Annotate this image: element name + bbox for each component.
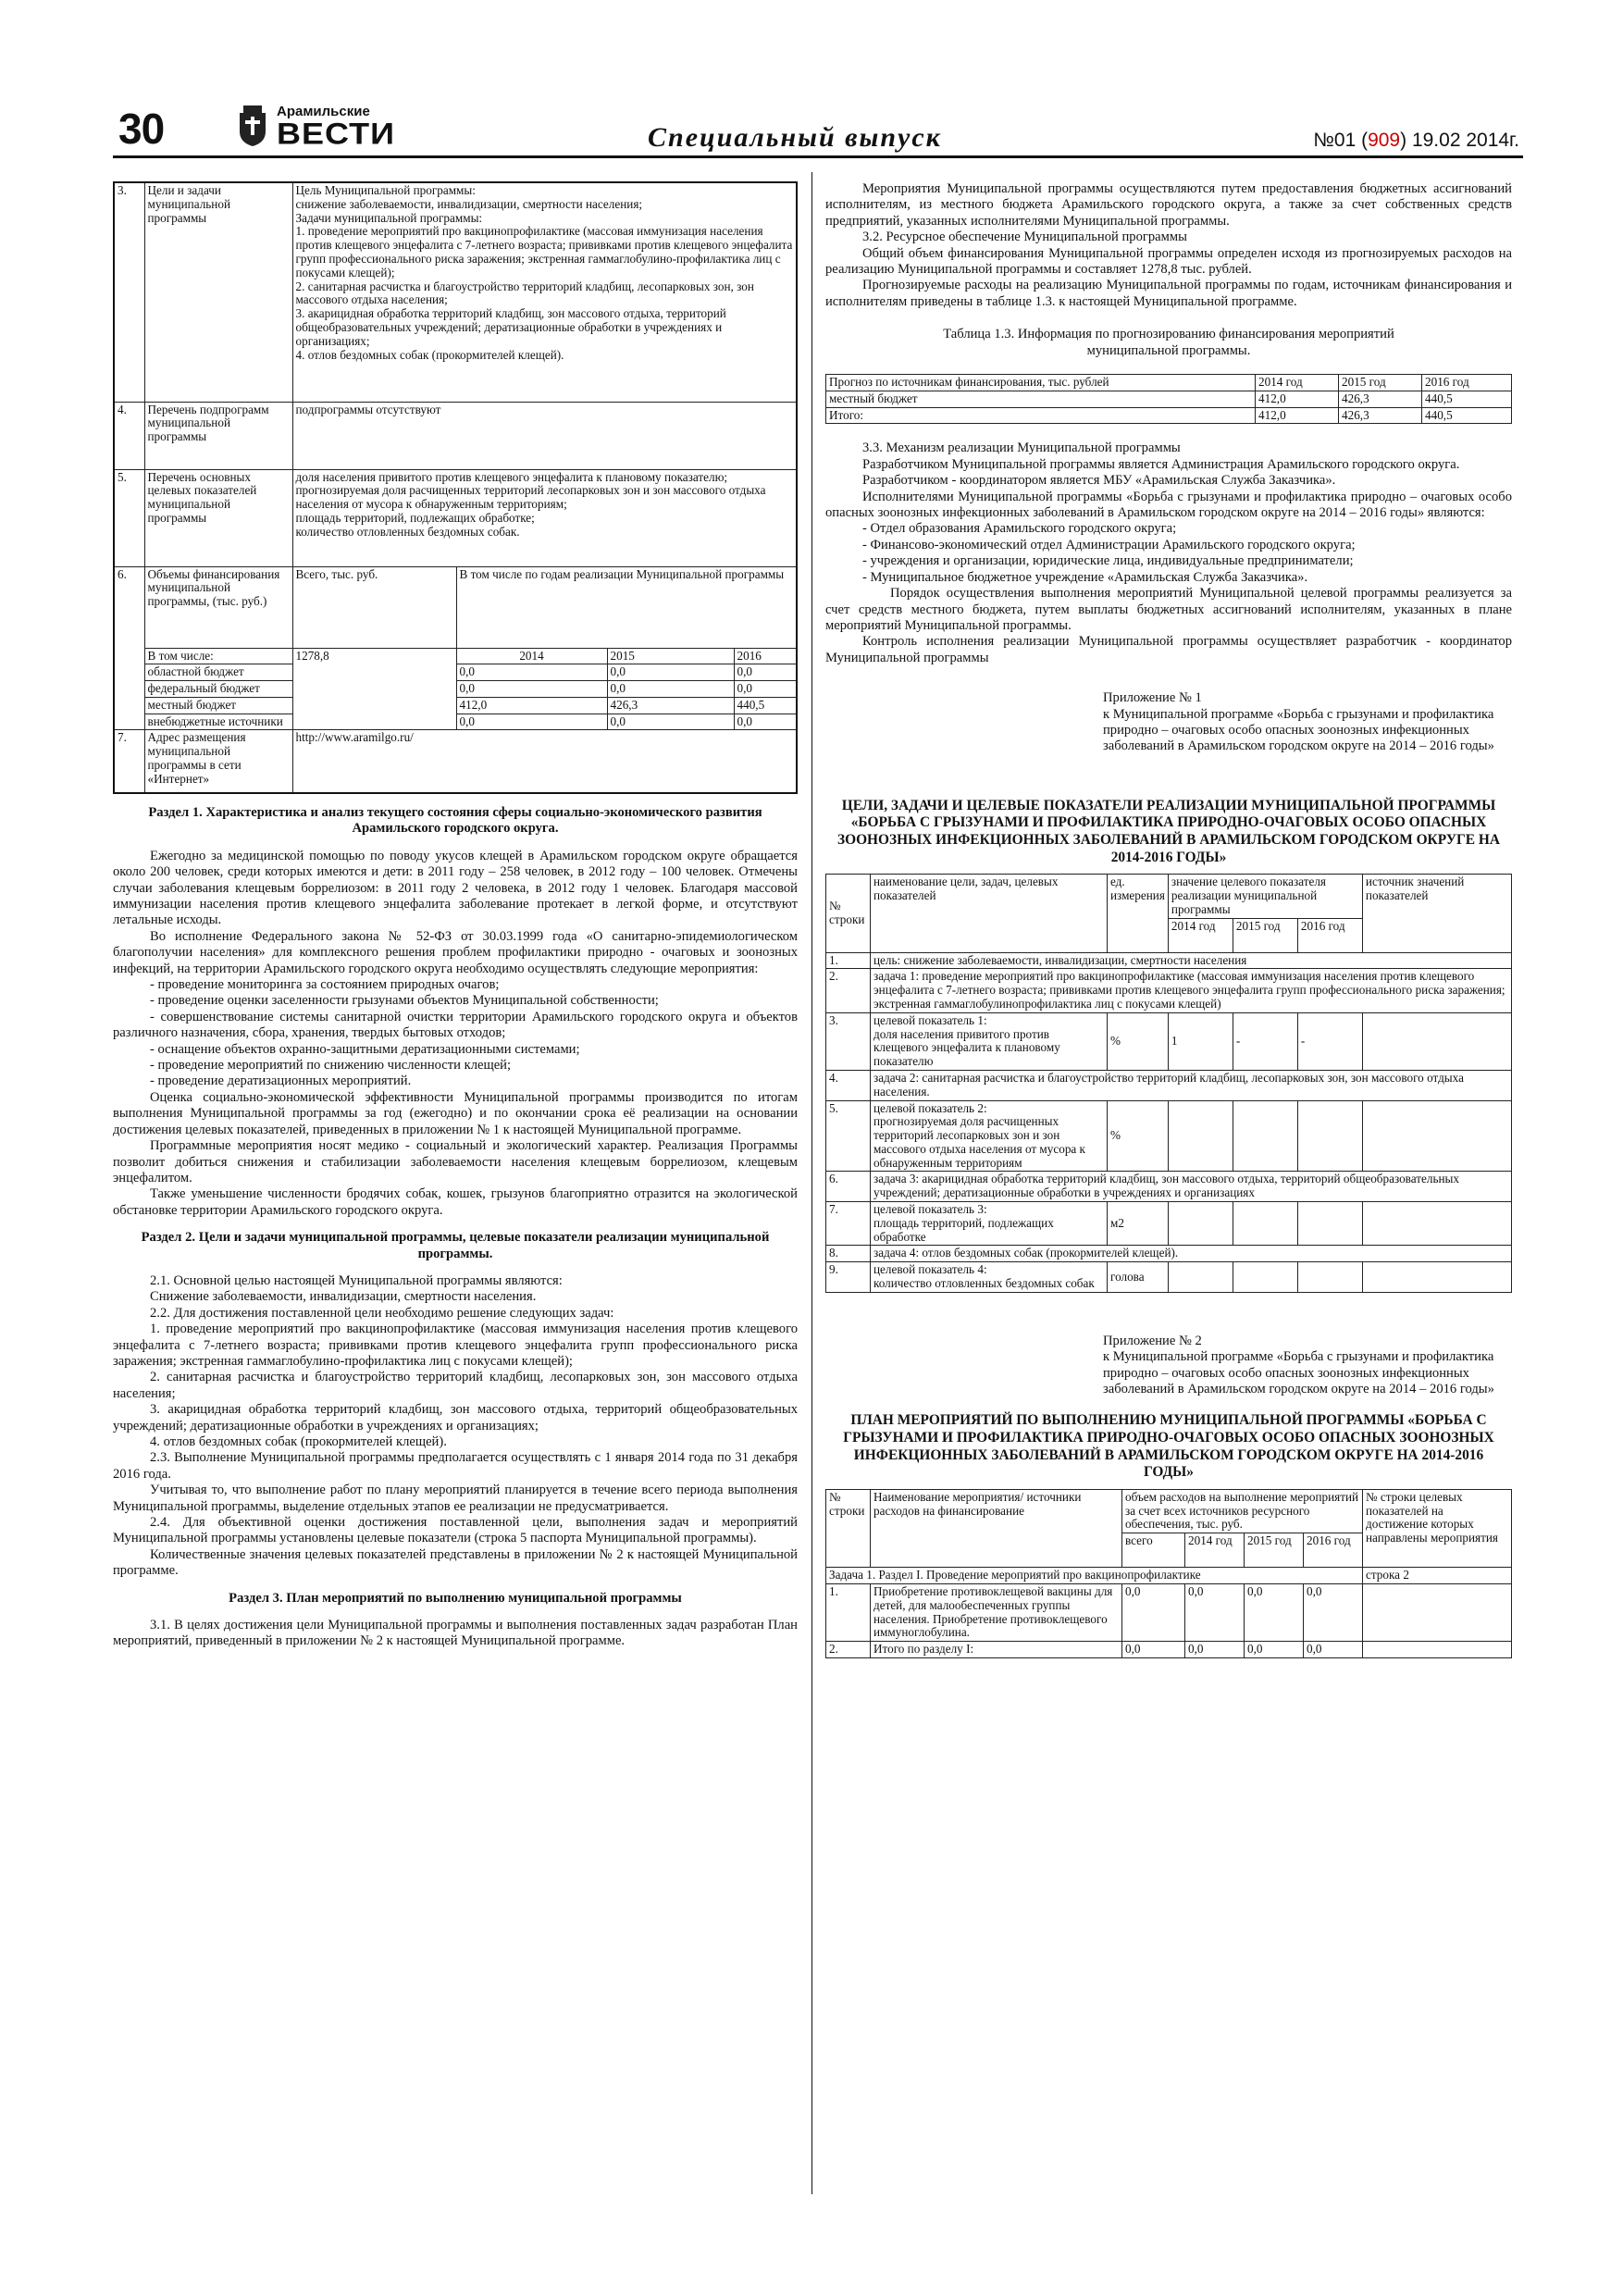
issue-info: [1313, 130, 1519, 152]
year-2014: 2014: [456, 648, 607, 664]
col-header: ед. измерения: [1108, 875, 1169, 952]
paragraph: 2. санитарная расчистка и благоустройство территорий кладбищ, лесопарковых зон, зон массового отдыха населения;: [113, 1370, 798, 1401]
value-2016: 440,5: [734, 697, 797, 714]
table-row: [826, 375, 1512, 391]
row-text: задача 1: проведение мероприятий про вакцинопрофилактике (массовая иммунизация населения против клещевого энцефалита с 7-летнего возраста; прививками против клещевого энцефалита групп профессионального риска заражения; экстренная гаммаглобулинопрофилактика лиц с покусами клещей): [871, 969, 1512, 1012]
row-text: Итого по разделу I:: [871, 1642, 1122, 1658]
row-number: 4.: [114, 402, 144, 469]
table-cell: местный бюджет: [826, 391, 1256, 407]
paragraph: Мероприятия Муниципальной программы осуществляются путем предоставления бюджетных ассигнований исполнителям, из местного бюджета Арамильского городского округа, а также за счет собственных средств предприятий, указанных исполнителями Муниципальной программы.: [825, 181, 1512, 229]
col-header: Наименование мероприятия/ источники расходов на финансирование: [871, 1489, 1122, 1567]
passport-table: [113, 181, 798, 794]
value-2016: 0,0: [734, 681, 797, 698]
logo-small-text: Арамильские: [277, 104, 370, 119]
years-label: В том числе по годам реализации Муниципальной программы: [456, 566, 797, 648]
paragraph: 2.3. Выполнение Муниципальной программы предполагается осуществлять с 1 января 2014 года по 31 декабря 2016 года.: [113, 1450, 798, 1482]
value-2015: [1233, 1100, 1297, 1172]
table-cell: 426,3: [1339, 391, 1422, 407]
col-header: № строки: [826, 1489, 871, 1567]
row-number: 7.: [826, 1202, 871, 1246]
newspaper-logo: [236, 100, 403, 152]
year-2016: 2016: [734, 648, 797, 664]
paragraph: Порядок осуществления выполнения мероприятий Муниципальной целевой программы реализуется за счет средств местного бюджета, путем выплаты бюджетных ассигнований исполнителям, указанных в плане мероприятий Муниципальной программы.: [825, 586, 1512, 633]
list-item: - проведение оценки заселенности грызунами объектов Муниципальной собственности;: [150, 993, 659, 1009]
row-label: Перечень основных целевых показателей муниципальной программы: [144, 469, 292, 566]
table-cell: 412,0: [1256, 407, 1339, 424]
masthead-rule: [113, 155, 1523, 158]
table-row: [114, 469, 797, 566]
col-header: наименование цели, задач, целевых показателей: [871, 875, 1108, 952]
year-header: 2016 год: [1304, 1533, 1363, 1568]
row-number: 3.: [826, 1012, 871, 1070]
col-header: источник значений показателей: [1362, 875, 1511, 952]
value-2015: 0,0: [1245, 1584, 1304, 1642]
value-2015: 426,3: [607, 697, 734, 714]
value-2015: 0,0: [607, 664, 734, 681]
value-2014: 0,0: [456, 664, 607, 681]
paragraph: Разработчиком Муниципальной программы является Администрация Арамильского городского округа.: [862, 456, 1460, 472]
list-item: - учреждения и организации, юридические лица, индивидуальные предприниматели;: [862, 553, 1354, 569]
paragraph: Контроль исполнения реализации Муниципальной программы осуществляет разработчик - координатор Муниципальной программы: [825, 634, 1512, 665]
table-header: 2015 год: [1339, 375, 1422, 391]
paragraph: 4. отлов бездомных собак (прокормителей клещей).: [150, 1434, 447, 1450]
paragraph: 3.2. Ресурсное обеспечение Муниципальной программы: [862, 230, 1187, 245]
value-2014: 0,0: [1185, 1642, 1245, 1658]
table-row: [114, 566, 797, 648]
row-label: Цели и задачи муниципальной программы: [144, 182, 292, 402]
row-number: 6.: [826, 1172, 871, 1202]
table-header: Прогноз по источникам финансирования, тыс. рублей: [826, 375, 1256, 391]
table-row: [114, 402, 797, 469]
value-all: 0,0: [1122, 1584, 1185, 1642]
source-cell: [1362, 1262, 1511, 1293]
table-row: [826, 1202, 1512, 1246]
row-text: целевой показатель 1: доля населения привитого против клещевого энцефалита к плановому показателю: [871, 1012, 1108, 1070]
table-cell: 426,3: [1339, 407, 1422, 424]
year-2015: 2015: [607, 648, 734, 664]
paragraph: 2.2. Для достижения поставленной цели необходимо решение следующих задач:: [150, 1305, 614, 1321]
row-number: 2.: [826, 969, 871, 1012]
city-emblem-icon: [236, 104, 269, 148]
row-number: 1.: [826, 952, 871, 969]
year-header: 2016 год: [1297, 918, 1362, 952]
list-item: - проведение мероприятий по снижению численности клещей;: [150, 1058, 512, 1074]
logo-big-text: ВЕСТИ: [277, 117, 395, 151]
ref-cell: [1363, 1584, 1512, 1642]
row-text: Цель Муниципальной программы: снижение заболеваемости, инвалидизации, смертности населения; Задачи муниципальной программы: 1. проведение мероприятий про вакцинопрофилактике (массовая иммунизация населения против клещевого энцефалита с 7-летнего возраста; прививками против клещевого энцефалита групп профессионального риска заражения; экстренная гаммаглобулино-профилактика лиц с покусами клещей); 2. санитарная расчистка и благоустройство территорий кладбищ, лесопарковых зон, зон массового отдыха населения; 3. акарицидная обработка территорий кладбищ, зон массового отдыха, территорий общеобразовательных учреждений; дератизационные обработки в учреждениях и организациях; 4. отлов бездомных собак (прокормителей клещей).: [292, 182, 797, 402]
year-header: 2015 год: [1233, 918, 1297, 952]
col-header: № строки: [826, 875, 871, 952]
total-value: 1278,8: [292, 648, 456, 730]
row-label: Адрес размещения муниципальной программы в сети «Интернет»: [144, 730, 292, 793]
paragraph: Количественные значения целевых показателей представлены в приложении № 2 к настоящей Муниципальной программе.: [113, 1546, 798, 1579]
list-item: - совершенствование системы санитарной очистки территории Арамильского городского округа и объектов различного назначения, сбора, хранения, твердых бытовых отходов;: [113, 1009, 798, 1041]
paragraph: 2.4. Для объективной оценки достижения поставленной цели, выполнения задач и мероприятий Муниципальной программы установлены целевые показатели (строка 5 паспорта Муниципальной программы).: [113, 1515, 798, 1546]
table-cell: 440,5: [1422, 391, 1512, 407]
row-number: 9.: [826, 1262, 871, 1293]
paragraph: Учитывая то, что выполнение работ по плану мероприятий планируется в течение всего периода выполнения Муниципальной программы, выделение отдельных этапов ее реализации не предусматривается.: [113, 1483, 798, 1514]
year-header: 2014 год: [1168, 918, 1233, 952]
unit: %: [1108, 1012, 1169, 1070]
list-item: - оснащение объектов охранно-защитными дератизационными системами;: [150, 1041, 580, 1057]
table-row: [826, 952, 1512, 969]
value-2014: 1: [1168, 1012, 1233, 1070]
task-ref: строка 2: [1363, 1568, 1512, 1584]
value-2014: [1168, 1100, 1233, 1172]
task-heading: Задача 1. Раздел I. Проведение мероприятий про вакцинопрофилактике: [826, 1568, 1363, 1584]
table-row: [826, 1172, 1512, 1202]
table-cell: 412,0: [1256, 391, 1339, 407]
row-text: Приобретение противоклещевой вакцины для детей, для малообеспеченных группы населения. Приобретение противоклещевого иммуноглобулина.: [871, 1584, 1122, 1642]
value-2016: [1297, 1262, 1362, 1293]
table-cell: 440,5: [1422, 407, 1512, 424]
targets-table: [825, 874, 1512, 1293]
year-header: всего: [1122, 1533, 1185, 1568]
value-2014: [1168, 1262, 1233, 1293]
source-name: областной бюджет: [144, 664, 292, 681]
source-name: внебюджетные источники: [144, 714, 292, 730]
value-2014: 0,0: [456, 714, 607, 730]
value-2014: 412,0: [456, 697, 607, 714]
paragraph: Прогнозируемые расходы на реализацию Муниципальной программы по годам, источникам финансирования и исполнителям приведены в таблице 1.3. к настоящей Муниципальной программе.: [825, 278, 1512, 309]
row-text: задача 2: санитарная расчистка и благоустройство территорий кладбищ, лесопарковых зон, зон массового отдыха населения.: [871, 1070, 1512, 1100]
annex-1-title: ЦЕЛИ, ЗАДАЧИ И ЦЕЛЕВЫЕ ПОКАЗАТЕЛИ РЕАЛИЗАЦИИ МУНИЦИПАЛЬНОЙ ПРОГРАММЫ «БОРЬБА С ГРЫЗУНАМИ И ПРОФИЛАКТИКА ПРИРОДНО-ОЧАГОВЫХ ОСОБО ОПАСНЫХ ЗООНОЗНЫХ ИНФЕКЦИОННЫХ ЗАБОЛЕВАНИЙ В АРАМИЛЬСКОМ ГОРОДСКОМ ОКРУГЕ НА 2014-2016 ГОДЫ»: [836, 797, 1501, 865]
row-label: Перечень подпрограмм муниципальной программы: [144, 402, 292, 469]
table-row: [826, 1246, 1512, 1262]
paragraph: 3.3. Механизм реализации Муниципальной программы: [862, 441, 1181, 456]
row-text: подпрограммы отсутствуют: [292, 402, 797, 469]
value-2016: [1297, 1100, 1362, 1172]
paragraph: Программные мероприятия носят медико - социальный и экологический характер. Реализация Программы позволит добиться снижения и стабилизации заболеваемости населения клещевым боррелиозом, клещевым энцефалитом.: [113, 1138, 798, 1185]
paragraph: Оценка социально-экономической эффективности Муниципальной программы производится по итогам выполнения Муниципальной программы за год (ежегодно) и по окончании срока её реализации на основании достижения целевых показателей, приведенных в приложении № 1 к настоящей Муниципальной программе.: [113, 1089, 798, 1137]
unit: м2: [1108, 1202, 1169, 1246]
paragraph: Общий объем финансирования Муниципальной программы определен исходя из прогнозируемых расходов на реализацию Муниципальной программы и составляет 1278,8 тыс. рублей.: [825, 245, 1512, 278]
table-row: [826, 875, 1512, 918]
left-column: [113, 181, 798, 1650]
value-2014: [1168, 1202, 1233, 1246]
value-2015: 0,0: [607, 714, 734, 730]
table-row: [826, 1489, 1512, 1533]
table-1-3: [825, 374, 1512, 424]
source-name: местный бюджет: [144, 697, 292, 714]
table-row: [826, 391, 1512, 407]
table-row: [826, 1584, 1512, 1642]
list-item: - Муниципальное бюджетное учреждение «Арамильская Служба Заказчика».: [862, 569, 1308, 585]
row-text: цель: снижение заболеваемости, инвалидизации, смертности населения: [871, 952, 1512, 969]
row-number: 5.: [114, 469, 144, 566]
table-row: [826, 1012, 1512, 1070]
source-cell: [1362, 1100, 1511, 1172]
table-cell: Итого:: [826, 407, 1256, 424]
issue-prefix: №01 (: [1313, 130, 1369, 151]
table-row: [826, 969, 1512, 1012]
source-cell: [1362, 1012, 1511, 1070]
list-item: - проведение мониторинга за состоянием природных очагов;: [150, 977, 500, 993]
paragraph: Ежегодно за медицинской помощью по поводу укусов клещей в Арамильском городском округе обращается около 200 человек, среди которых имеются и дети: в 2011 году – 258 человек, в 2012 году – 100 человек. Отмечены случаи заболевания клещевым боррелиозом: в 2011 году 2 человека, в 2012 году 1 человек. Благодаря массовой иммунизации населения против клещевого энцефалита заболевание протекает в легкой форме, и отсутствуют летальные исходы.: [113, 848, 798, 928]
table-row: [826, 1642, 1512, 1658]
issue-number: 909: [1368, 130, 1401, 151]
paragraph: Также уменьшение численности бродячих собак, кошек, грызунов благоприятно отразится на экологической обстановке территории Арамильского городского округа.: [113, 1186, 798, 1218]
paragraph: 3. акарицидная обработка территорий кладбищ, зон массового отдыха, территорий общеобразовательных учреждений; дератизационные обработки в учреждениях и организациях;: [113, 1402, 798, 1433]
value-2015: -: [1233, 1012, 1297, 1070]
value-2015: 0,0: [607, 681, 734, 698]
table-header: 2016 год: [1422, 375, 1512, 391]
row-number: 7.: [114, 730, 144, 793]
value-2016: -: [1297, 1012, 1362, 1070]
edition-title: Специальный выпуск: [648, 122, 942, 153]
value-2016: [1297, 1202, 1362, 1246]
table-row: [826, 407, 1512, 424]
value-2015: [1233, 1262, 1297, 1293]
row-number: 4.: [826, 1070, 871, 1100]
issue-date: ) 19.02 2014г.: [1400, 130, 1519, 151]
row-number: 3.: [114, 182, 144, 402]
paragraph: Разработчиком - координатором является МБУ «Арамильская Служба Заказчика».: [862, 473, 1336, 489]
table-row: [826, 1100, 1512, 1172]
section-2-title: Раздел 2. Цели и задачи муниципальной программы, целевые показатели реализации муниципальной программы.: [141, 1230, 770, 1261]
paragraph: 3.1. В целях достижения цели Муниципальной программы и выполнения поставленных задач разработан План мероприятий, приведенный в приложении № 2 к настоящей Муниципальной программе.: [113, 1618, 798, 1649]
row-text: задача 3: акарицидная обработка территорий кладбищ, зон массового отдыха, территорий общеобразовательных учреждений; дератизационные обработки в учреждениях и организациях: [871, 1172, 1512, 1202]
row-text: целевой показатель 2: прогнозируемая доля расчищенных территорий лесопарковых зон и зон массового отдыха населения от мусора к обнаруженным территориям: [871, 1100, 1108, 1172]
right-column: [825, 181, 1512, 1658]
col-header: значение целевого показателя реализации муниципальной программы: [1168, 875, 1362, 918]
unit: голова: [1108, 1262, 1169, 1293]
section-3-title: Раздел 3. План мероприятий по выполнению муниципальной программы: [229, 1590, 682, 1606]
table-header: 2014 год: [1256, 375, 1339, 391]
paragraph: 1. проведение мероприятий про вакцинопрофилактике (массовая иммунизация населения против клещевого энцефалита с 7-летнего возраста; прививками против клещевого энцефалита групп профессионального риска заражения; экстренная гаммаглобулино-профилактика лиц с покусами клещей);: [113, 1322, 798, 1369]
value-2014: 0,0: [1185, 1584, 1245, 1642]
page-number: 30: [118, 105, 165, 153]
unit: %: [1108, 1100, 1169, 1172]
list-item: - проведение дератизационных мероприятий.: [150, 1074, 412, 1089]
source-name: федеральный бюджет: [144, 681, 292, 698]
year-header: 2014 год: [1185, 1533, 1245, 1568]
paragraph: 2.1. Основной целью настоящей Муниципальной программы являются:: [150, 1272, 563, 1288]
row-text: целевой показатель 4: количество отловленных бездомных собак: [871, 1262, 1108, 1293]
row-number: 2.: [826, 1642, 871, 1658]
table-1-3-caption: Таблица 1.3. Информация по прогнозированию финансирования мероприятий муниципальной программы.: [943, 327, 1394, 358]
list-item: - Финансово-экономический отдел Администрации Арамильского городского округа;: [862, 537, 1356, 552]
website-link[interactable]: http://www.aramilgo.ru/: [292, 730, 797, 793]
value-all: 0,0: [1122, 1642, 1185, 1658]
annex-2-title: ПЛАН МЕРОПРИЯТИЙ ПО ВЫПОЛНЕНИЮ МУНИЦИПАЛЬНОЙ ПРОГРАММЫ «БОРЬБА С ГРЫЗУНАМИ И ПРОФИЛАКТИКА ПРИРОДНО-ОЧАГОВЫХ ОСОБО ОПАСНЫХ ЗООНОЗНЫХ ИНФЕКЦИОННЫХ ЗАБОЛЕВАНИЙ В АРАМИЛЬСКОМ ГОРОДСКОМ ОКРУГЕ НА 2014-2016 ГОДЫ»: [843, 1412, 1494, 1481]
col-header: № строки целевых показателей на достижение которых направлены мероприятия: [1363, 1489, 1512, 1567]
paragraph: Во исполнение Федерального закона № 52-ФЗ от 30.03.1999 года «О санитарно-эпидемиологическом благополучии населения» для комплексного решения проблем профилактики природно - очаговых и зоонозных инфекций, на территории Арамильского городского округа необходимо осуществлять следующие мероприятия:: [113, 928, 798, 976]
value-2015: 0,0: [1245, 1642, 1304, 1658]
row-label: Объемы финансирования муниципальной программы, (тыс. руб.): [144, 566, 292, 648]
total-label: Всего, тыс. руб.: [292, 566, 456, 648]
section-1-title: Раздел 1. Характеристика и анализ текущего состояния сферы социально-экономического развития Арамильского городского округа.: [148, 804, 762, 837]
value-2014: 0,0: [456, 681, 607, 698]
row-text: задача 4: отлов бездомных собак (прокормителей клещей).: [871, 1246, 1512, 1262]
row-number: 5.: [826, 1100, 871, 1172]
row-number: 1.: [826, 1584, 871, 1642]
paragraph: Исполнителями Муниципальной программы «Борьба с грызунами и профилактика природно – очаговых особо опасных зоонозных инфекционных заболеваний в Арамильском городском округе на 2014 – 2016 годы» являются:: [825, 489, 1512, 521]
value-2015: [1233, 1202, 1297, 1246]
row-number: 6.: [114, 566, 144, 730]
row-number: 8.: [826, 1246, 871, 1262]
col-header: объем расходов на выполнение мероприятий за счет всех источников ресурсного обеспечения, тыс. руб.: [1122, 1489, 1363, 1533]
value-2016: 0,0: [734, 664, 797, 681]
table-row: [826, 1568, 1512, 1584]
year-header: 2015 год: [1245, 1533, 1304, 1568]
value-2016: 0,0: [734, 714, 797, 730]
table-row: [114, 182, 797, 402]
table-row: [114, 730, 797, 793]
annex-1-note: Приложение № 1 к Муниципальной программе «Борьба с грызунами и профилактика природно – очаговых особо опасных зоонозных инфекционных заболеваний в Арамильском городском округе на 2014 – 2016 годы»: [1103, 690, 1494, 754]
source-cell: [1362, 1202, 1511, 1246]
row-text: целевой показатель 3: площадь территорий, подлежащих обработке: [871, 1202, 1108, 1246]
plan-table: [825, 1489, 1512, 1658]
table-row: [114, 648, 797, 664]
annex-2-note: Приложение № 2 к Муниципальной программе «Борьба с грызунами и профилактика природно – очаговых особо опасных зоонозных инфекционных заболеваний в Арамильском городском округе на 2014 – 2016 годы»: [1103, 1333, 1494, 1397]
value-2016: 0,0: [1304, 1584, 1363, 1642]
list-item: - Отдел образования Арамильского городского округа;: [862, 521, 1177, 537]
table-row: [826, 1070, 1512, 1100]
ref-cell: [1363, 1642, 1512, 1658]
row-text: доля населения привитого против клещевого энцефалита к плановому показателю; прогнозируемая доля расчищенных территорий лесопарковых зон и зон массового отдыха населения от мусора к обнаруженным территориям; площадь территорий, подлежащих обработке; количество отловленных бездомных собак.: [292, 469, 797, 566]
paragraph: Снижение заболеваемости, инвалидизации, смертности населения.: [150, 1289, 537, 1305]
table-row: [826, 1262, 1512, 1293]
incl-label: В том числе:: [144, 648, 292, 664]
value-2016: 0,0: [1304, 1642, 1363, 1658]
